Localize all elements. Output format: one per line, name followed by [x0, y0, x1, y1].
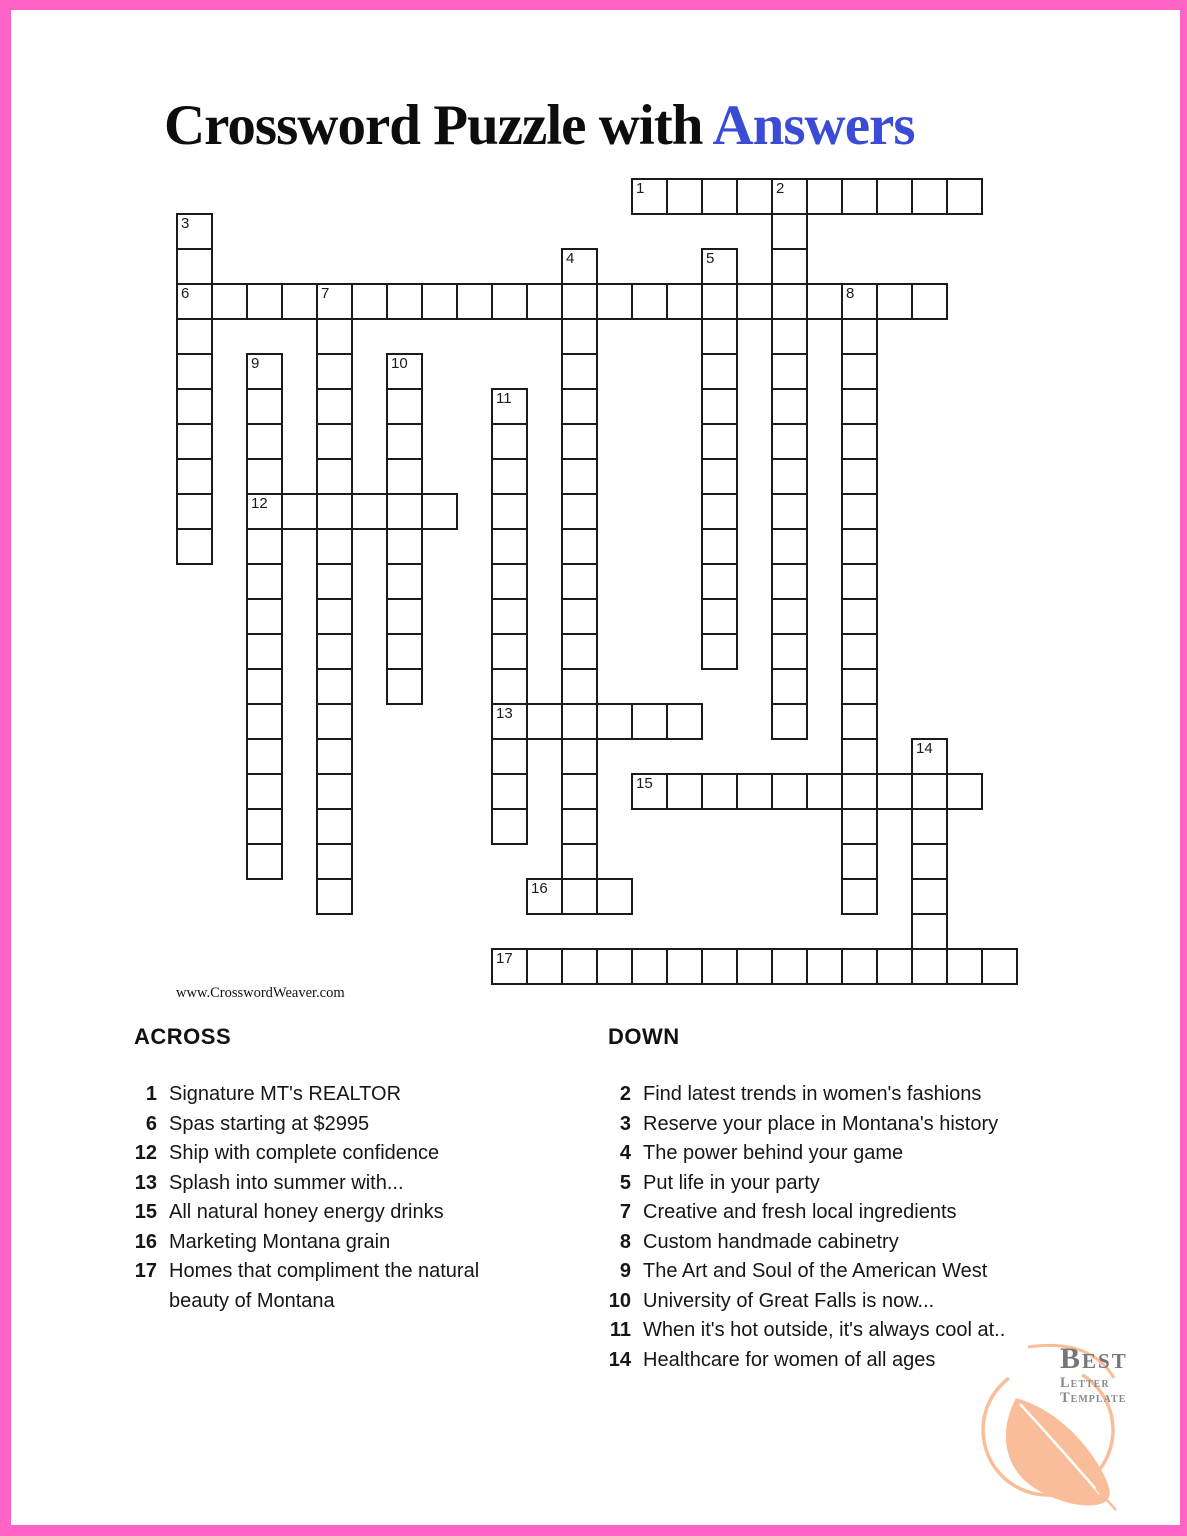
grid-cell [561, 563, 598, 600]
clue-number: 12 [134, 1142, 157, 1164]
clue-row [120, 1110, 565, 1140]
grid-cell-number: 17 [496, 950, 513, 967]
across-clue-list [120, 1080, 565, 1316]
grid-cell [911, 878, 948, 915]
clue-row [594, 1198, 1074, 1228]
grid-cell [911, 773, 948, 810]
grid-cell [561, 738, 598, 775]
clue-text: Custom handmade cabinetry [643, 1230, 899, 1253]
grid-cell [281, 283, 318, 320]
grid-cell [561, 388, 598, 425]
grid-cell [316, 878, 353, 915]
logo-text-letter-template: Letter Template [1060, 1375, 1127, 1406]
clue-text: Homes that compliment the natural beauty of Montana [169, 1260, 480, 1312]
grid-cell [246, 423, 283, 460]
grid-cell [316, 703, 353, 740]
across-header: ACROSS [134, 1024, 232, 1049]
clue-text: When it's hot outside, it's always cool at.. [643, 1319, 1006, 1341]
grid-cell [771, 668, 808, 705]
grid-cell [176, 388, 213, 425]
grid-cell [771, 283, 808, 320]
grid-cell [701, 493, 738, 530]
grid-cell [911, 178, 948, 215]
clue-text: Reserve your place in Montana's history [643, 1112, 999, 1135]
grid-cell [316, 738, 353, 775]
grid-cell-number: 6 [181, 285, 190, 302]
clue-text: Spas starting at $2995 [169, 1112, 370, 1135]
grid-cell [246, 563, 283, 600]
grid-cell [841, 808, 878, 845]
grid-cell [631, 178, 668, 215]
grid-cell [386, 493, 423, 530]
grid-cell [771, 948, 808, 985]
clue-number: 2 [619, 1083, 631, 1105]
grid-cell [771, 563, 808, 600]
grid-cell [246, 668, 283, 705]
title-black-part: Crossword Puzzle with [164, 94, 713, 157]
grid-cell [491, 948, 528, 985]
clue-number: 4 [619, 1142, 631, 1164]
grid-cell [386, 458, 423, 495]
grid-cell-number: 10 [391, 355, 408, 372]
grid-cell [491, 738, 528, 775]
grid-cell [876, 178, 913, 215]
grid-cell [806, 773, 843, 810]
grid-cell [561, 598, 598, 635]
grid-cell [316, 283, 353, 320]
grid-cell [771, 353, 808, 390]
grid-cell [736, 773, 773, 810]
down-header: DOWN [608, 1024, 680, 1049]
grid-cell [386, 388, 423, 425]
grid-cell [211, 283, 248, 320]
grid-cell [841, 878, 878, 915]
grid-cell [946, 773, 983, 810]
grid-cell-number: 4 [566, 250, 575, 267]
grid-cell [246, 353, 283, 390]
grid-cell [491, 668, 528, 705]
grid-cell [561, 773, 598, 810]
grid-cell [841, 738, 878, 775]
grid-cell-number: 7 [321, 285, 330, 302]
grid-cell [561, 808, 598, 845]
grid-cell [316, 423, 353, 460]
clue-number: 13 [134, 1171, 157, 1194]
grid-cell [246, 703, 283, 740]
clue-text: University of Great Falls is now... [643, 1289, 935, 1312]
grid-cell [316, 458, 353, 495]
grid-cell [876, 948, 913, 985]
grid-cell [176, 493, 213, 530]
clue-number: 5 [619, 1171, 631, 1194]
clue-number: 16 [134, 1230, 157, 1253]
grid-cell [421, 493, 458, 530]
grid-cell [701, 248, 738, 285]
grid-cell [806, 283, 843, 320]
grid-cell [841, 703, 878, 740]
grid-cell [526, 703, 563, 740]
grid-cell [911, 808, 948, 845]
grid-cell [281, 493, 318, 530]
grid-cell [701, 563, 738, 600]
clue-row [594, 1110, 1074, 1140]
grid-cell [176, 213, 213, 250]
grid-cell [491, 283, 528, 320]
grid-cell [561, 318, 598, 355]
grid-cell [841, 318, 878, 355]
clue-text: The Art and Soul of the American West [643, 1260, 988, 1282]
grid-cell [911, 738, 948, 775]
grid-cell-number: 11 [496, 390, 512, 407]
clue-row [120, 1139, 565, 1169]
grid-cell [491, 423, 528, 460]
grid-cell [246, 598, 283, 635]
grid-cell [666, 703, 703, 740]
grid-cell [701, 318, 738, 355]
clue-row [120, 1257, 565, 1316]
grid-cell [561, 458, 598, 495]
grid-cell [176, 353, 213, 390]
grid-cell [666, 178, 703, 215]
grid-cell [841, 458, 878, 495]
clue-row [120, 1080, 565, 1110]
page-content [11, 10, 1180, 1525]
clue-text: The power behind your game [643, 1142, 904, 1164]
grid-cell [491, 528, 528, 565]
grid-cell [176, 248, 213, 285]
grid-cell [246, 388, 283, 425]
grid-cell [771, 703, 808, 740]
grid-cell [386, 283, 423, 320]
grid-cell [771, 388, 808, 425]
grid-cell [176, 423, 213, 460]
grid-cell-number: 9 [251, 355, 260, 372]
grid-cell [246, 738, 283, 775]
grid-cell-number: 1 [636, 180, 645, 197]
grid-cell [666, 773, 703, 810]
grid-cell [491, 458, 528, 495]
grid-cell [491, 388, 528, 425]
grid-cell [911, 948, 948, 985]
grid-cell [841, 843, 878, 880]
grid-cell [351, 283, 388, 320]
grid-cell [246, 843, 283, 880]
grid-cell [316, 668, 353, 705]
clue-number: 11 [609, 1319, 631, 1341]
grid-cell-number: 12 [251, 495, 268, 512]
grid-cell [246, 283, 283, 320]
grid-cell [946, 178, 983, 215]
grid-cell-number: 13 [496, 705, 513, 722]
grid-cell [876, 773, 913, 810]
grid-cell [701, 178, 738, 215]
grid-cell [491, 493, 528, 530]
grid-cell [456, 283, 493, 320]
grid-cell [981, 948, 1018, 985]
grid-cell-number: 14 [916, 740, 933, 757]
grid-cell [316, 388, 353, 425]
grid-cell [841, 598, 878, 635]
grid-cell [561, 493, 598, 530]
clue-number: 17 [134, 1260, 157, 1282]
grid-cell [526, 878, 563, 915]
grid-cell-number: 16 [531, 880, 548, 897]
page-title [164, 93, 915, 158]
clue-row [120, 1228, 565, 1258]
grid-cell [491, 563, 528, 600]
grid-cell [246, 633, 283, 670]
grid-cell [561, 668, 598, 705]
grid-cell [841, 388, 878, 425]
clue-section-across [120, 1022, 565, 1316]
grid-cell [631, 283, 668, 320]
grid-cell [911, 913, 948, 950]
clue-number: 6 [145, 1112, 157, 1135]
grid-cell [561, 248, 598, 285]
grid-cell [806, 178, 843, 215]
grid-cell [771, 633, 808, 670]
grid-cell-number: 15 [636, 775, 653, 792]
grid-cell [841, 423, 878, 460]
grid-cell [771, 458, 808, 495]
clue-number: 15 [134, 1201, 157, 1223]
grid-cell [316, 353, 353, 390]
grid-cell-number: 5 [706, 250, 715, 267]
grid-cell [771, 598, 808, 635]
grid-cell [701, 423, 738, 460]
grid-cell [176, 458, 213, 495]
grid-cell [701, 283, 738, 320]
grid-cell [561, 528, 598, 565]
grid-cell [946, 948, 983, 985]
grid-cell [176, 283, 213, 320]
clue-row [594, 1287, 1074, 1317]
grid-cell [561, 703, 598, 740]
grid-cell [771, 493, 808, 530]
grid-cell [316, 808, 353, 845]
grid-cell [631, 703, 668, 740]
grid-cell [316, 493, 353, 530]
grid-cell [386, 598, 423, 635]
grid-cell [491, 703, 528, 740]
grid-cell [841, 633, 878, 670]
grid-cell [771, 423, 808, 460]
clue-number: 10 [608, 1289, 631, 1312]
clue-number: 9 [619, 1260, 631, 1282]
grid-cell [806, 948, 843, 985]
grid-cell [701, 388, 738, 425]
grid-cell [876, 283, 913, 320]
grid-cell [771, 318, 808, 355]
grid-cell [561, 283, 598, 320]
grid-cell [561, 843, 598, 880]
grid-cell [736, 948, 773, 985]
clue-number: 3 [619, 1112, 631, 1135]
clue-text: All natural honey energy drinks [169, 1201, 444, 1223]
grid-cell [701, 458, 738, 495]
clue-row [120, 1198, 565, 1228]
grid-cell [176, 318, 213, 355]
grid-cell [701, 353, 738, 390]
clue-row [594, 1139, 1074, 1169]
grid-cell [631, 773, 668, 810]
down-clue-list [594, 1080, 1074, 1375]
logo-text-best: Best [1060, 1342, 1128, 1375]
grid-cell [316, 773, 353, 810]
title-blue-part: Answers [712, 94, 915, 157]
grid-cell [701, 528, 738, 565]
grid-cell [596, 878, 633, 915]
grid-cell [561, 353, 598, 390]
grid-cell [386, 353, 423, 390]
grid-cell [526, 948, 563, 985]
clue-number: 8 [619, 1230, 631, 1253]
grid-cell [386, 528, 423, 565]
grid-cell [841, 353, 878, 390]
clue-text: Put life in your party [643, 1171, 820, 1194]
grid-cell [771, 248, 808, 285]
grid-cell [771, 178, 808, 215]
grid-cell [841, 563, 878, 600]
grid-cell [526, 283, 563, 320]
grid-cell [246, 773, 283, 810]
grid-cell [316, 633, 353, 670]
grid-cell [421, 283, 458, 320]
grid-cell [386, 563, 423, 600]
clue-text: Creative and fresh local ingredients [643, 1201, 957, 1223]
grid-cell [386, 633, 423, 670]
grid-cell [561, 423, 598, 460]
grid-cell [561, 948, 598, 985]
clue-text: Marketing Montana grain [169, 1230, 391, 1253]
grid-cell [701, 948, 738, 985]
grid-cell [596, 703, 633, 740]
grid-cell [841, 493, 878, 530]
grid-cell [771, 213, 808, 250]
grid-cell [596, 948, 633, 985]
clue-number: 7 [619, 1201, 631, 1223]
grid-cell [596, 283, 633, 320]
grid-cell [736, 283, 773, 320]
grid-cell [701, 773, 738, 810]
grid-cell [316, 843, 353, 880]
grid-cell [491, 808, 528, 845]
grid-cell [911, 283, 948, 320]
clue-number: 1 [145, 1083, 157, 1105]
clue-text: Ship with complete confidence [169, 1142, 440, 1164]
grid-cell-number: 8 [846, 285, 855, 302]
grid-cell [841, 948, 878, 985]
grid-cell-number: 3 [181, 215, 190, 232]
clue-row [120, 1169, 565, 1199]
grid-cell [841, 528, 878, 565]
grid-cell [386, 668, 423, 705]
grid-cell [561, 878, 598, 915]
grid-cell [841, 283, 878, 320]
grid-cell [316, 318, 353, 355]
clue-text: Find latest trends in women's fashions [643, 1083, 982, 1105]
grid-cell [316, 528, 353, 565]
grid-cell [561, 633, 598, 670]
grid-cell [351, 493, 388, 530]
clue-text: Signature MT's REALTOR [169, 1083, 402, 1105]
clue-row [594, 1169, 1074, 1199]
grid-cell [491, 773, 528, 810]
grid-cell [631, 948, 668, 985]
grid-cell [701, 598, 738, 635]
grid-cell [841, 668, 878, 705]
grid-cell [176, 528, 213, 565]
grid-cell [911, 843, 948, 880]
grid-cell [491, 633, 528, 670]
grid-cell [246, 808, 283, 845]
grid-cell [841, 178, 878, 215]
grid-cell [316, 563, 353, 600]
clue-text: Splash into summer with... [169, 1171, 404, 1194]
grid-cell [246, 458, 283, 495]
brand-logo [970, 1332, 1180, 1522]
grid-cell [771, 773, 808, 810]
grid-cell [666, 948, 703, 985]
clue-section-down [594, 1022, 1074, 1375]
grid-cell [736, 178, 773, 215]
grid-cell [841, 773, 878, 810]
clue-row [594, 1080, 1074, 1110]
grid-cell [246, 493, 283, 530]
source-url: www.CrosswordWeaver.com [176, 985, 345, 1001]
clue-number: 14 [608, 1348, 631, 1371]
grid-cell [316, 598, 353, 635]
grid-cell [246, 528, 283, 565]
grid-cell [666, 283, 703, 320]
grid-cell [386, 423, 423, 460]
grid-cell [771, 528, 808, 565]
grid-cell-number: 2 [776, 180, 785, 197]
grid-cell [701, 633, 738, 670]
clue-row [594, 1228, 1074, 1258]
clue-row [594, 1257, 1074, 1287]
clue-text: Healthcare for women of all ages [643, 1348, 936, 1371]
grid-cell [491, 598, 528, 635]
